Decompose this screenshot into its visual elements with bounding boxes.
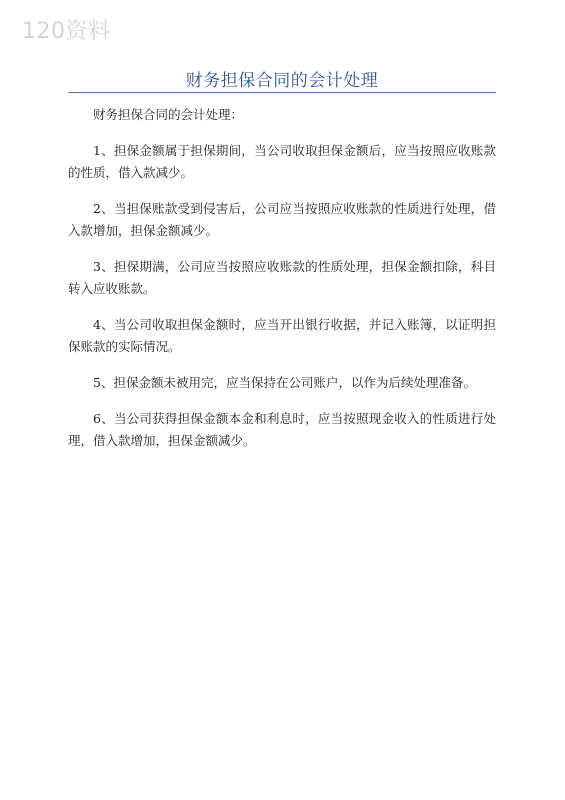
- document-title: 财务担保合同的会计处理: [185, 71, 379, 91]
- list-item-3: 3、担保期满，公司应当按照应收账款的性质处理，担保金额扣除，科目转入应收账款。: [68, 259, 496, 296]
- list-item-4: 4、当公司收取担保金额时，应当开出银行收据，并记入账簿，以证明担保账款的实际情况。: [68, 317, 496, 354]
- watermark-logo: 120资料: [22, 19, 111, 44]
- list-item-5: 5、担保金额未被用完，应当保持在公司账户，以作为后续处理准备。: [93, 375, 476, 390]
- list-item-6: 6、当公司获得担保金额本金和利息时，应当按照现金收入的性质进行处理，借入款增加，担保金额减少。: [68, 411, 496, 448]
- list-item-1: 1、担保金额属于担保期间，当公司收取担保金额后，应当按照应收账款的性质，借入款减少。: [68, 143, 496, 180]
- list-item-2: 2、当担保账款受到侵害后，公司应当按照应收账款的性质进行处理，借入款增加，担保金额减少。: [68, 201, 496, 238]
- document-body: [68, 104, 496, 466]
- intro-paragraph: 财务担保合同的会计处理：: [93, 107, 244, 122]
- title-divider: [68, 92, 496, 93]
